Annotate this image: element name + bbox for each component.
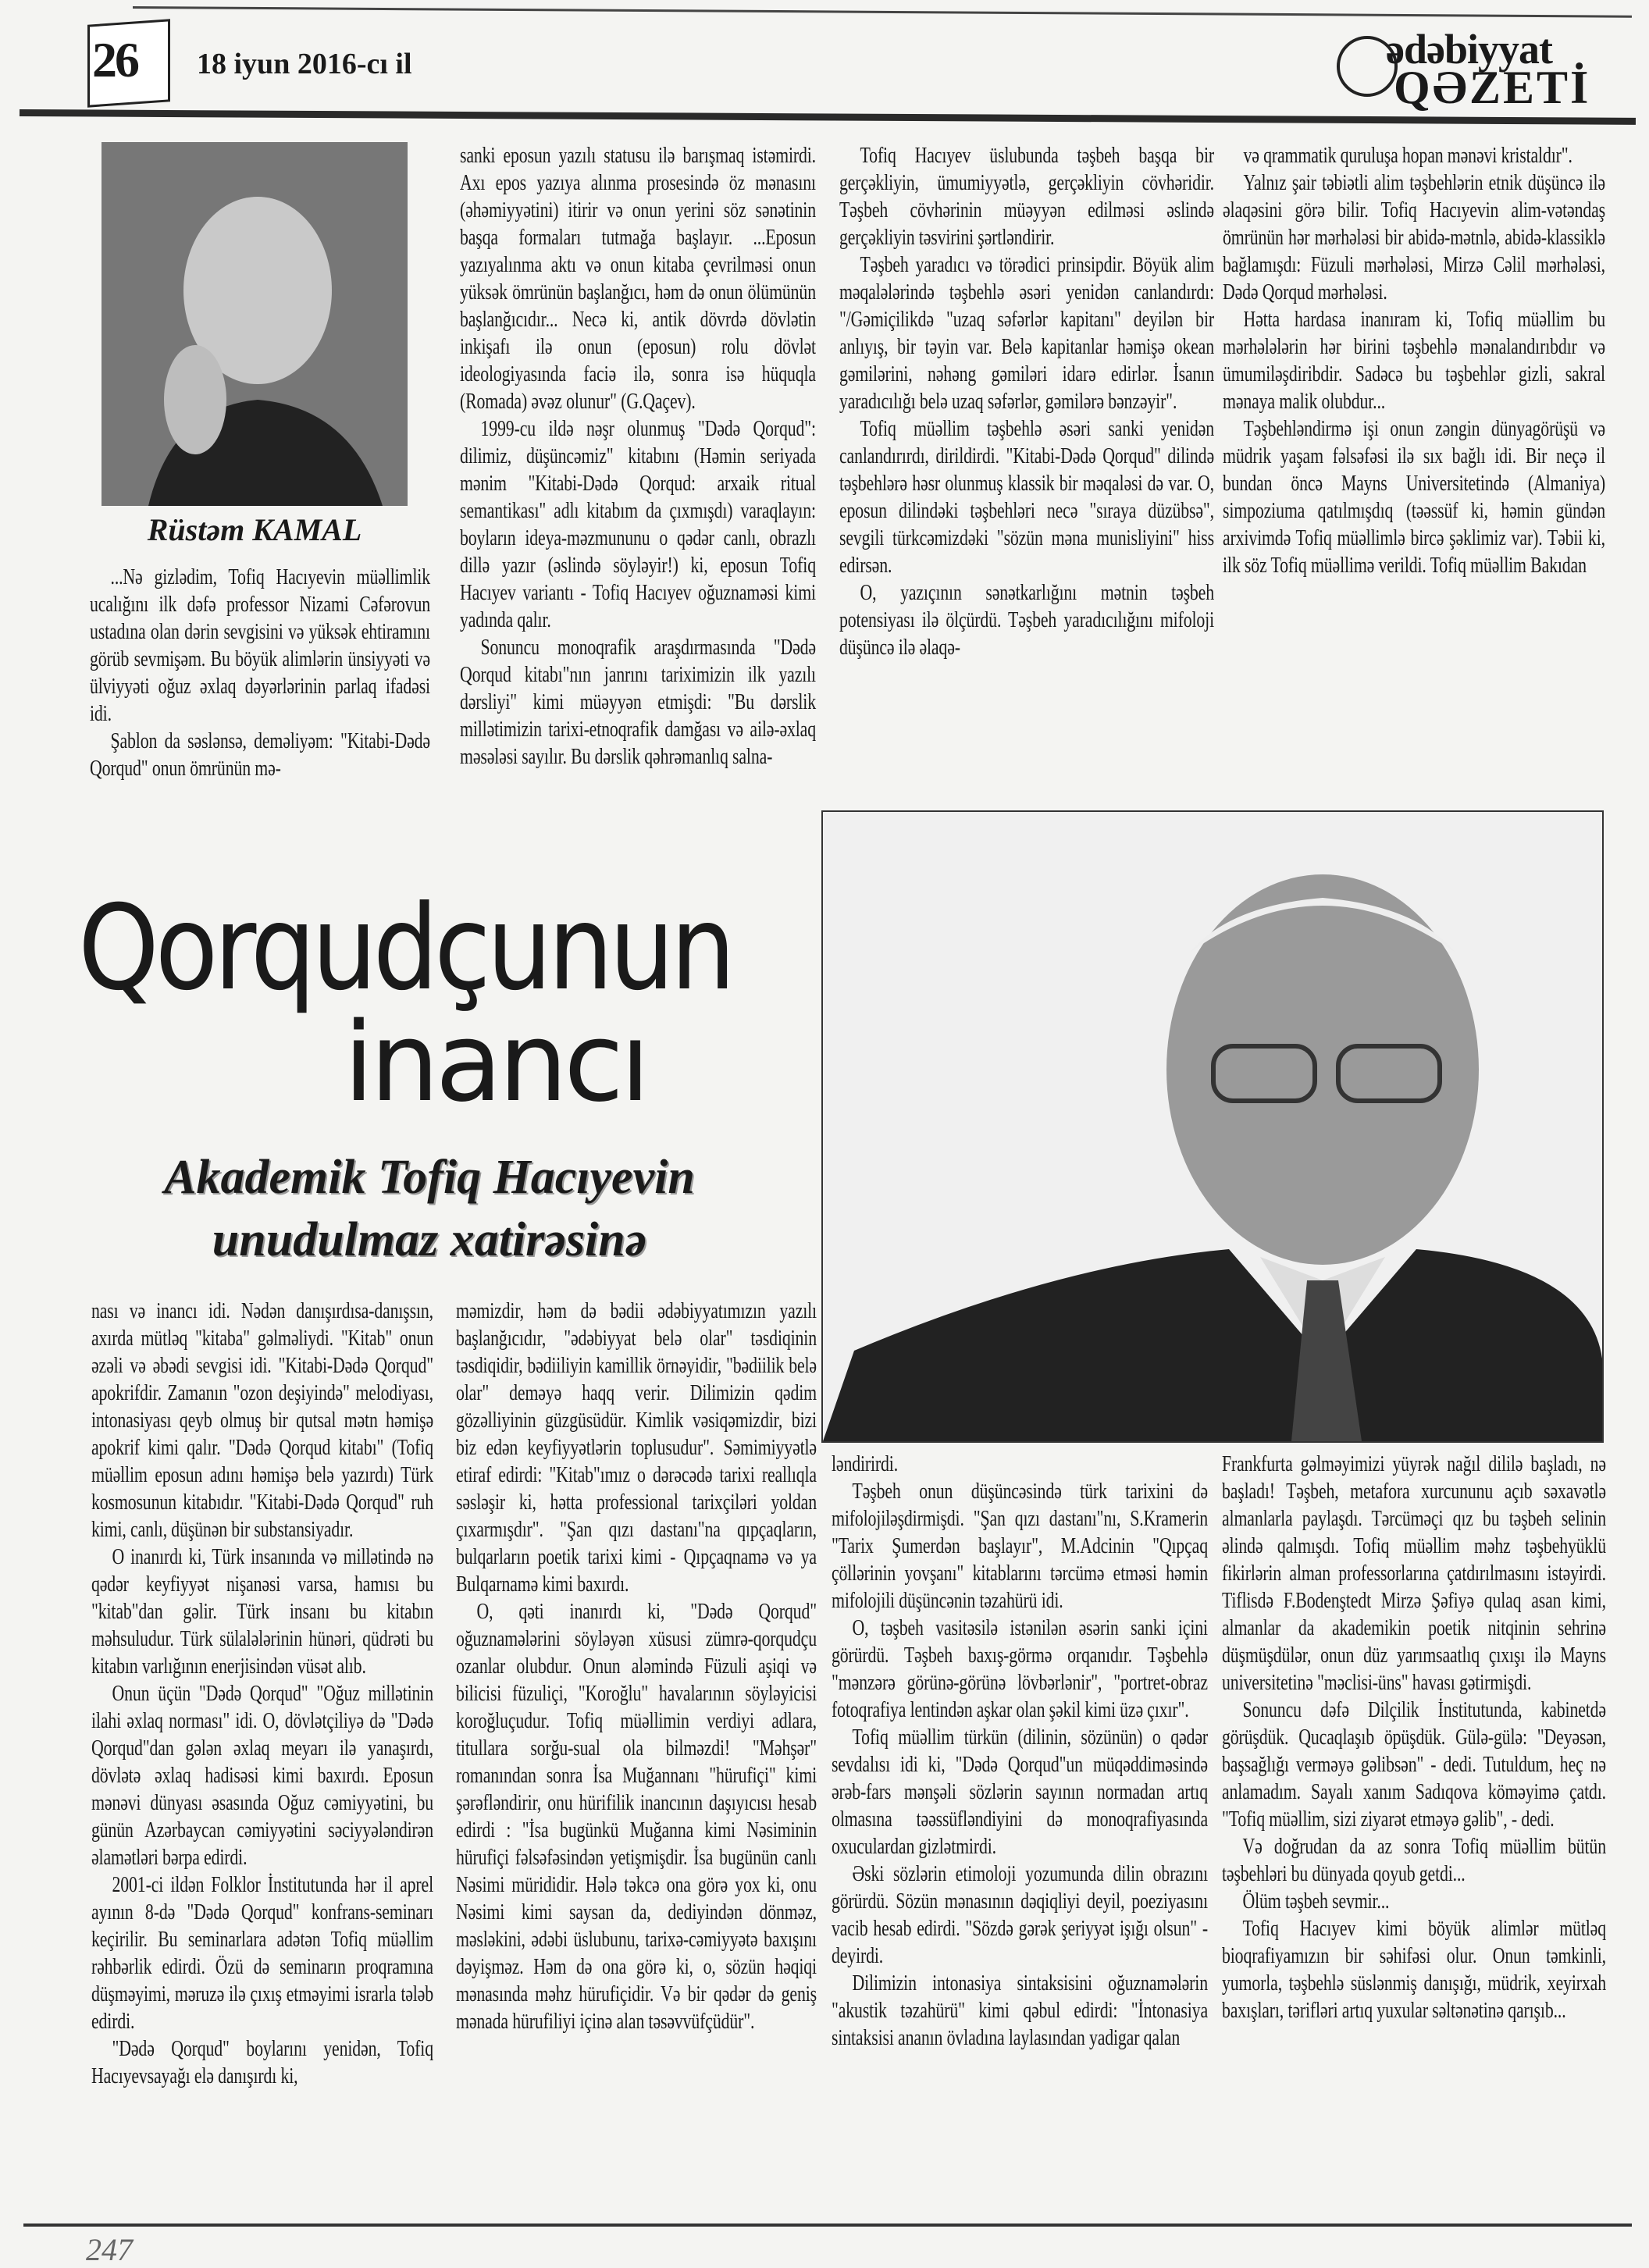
column-text (1222, 1451, 1606, 2024)
paragraph: ləndirirdi. (832, 1452, 899, 1476)
academic-photo (821, 810, 1604, 1443)
paragraph: Təşbeh onun düşüncəsində türk tarixini də mifolojiləşdirmişdi. "Şan qızı dastanı"nı, S.Kramerin "Tarix Şumerdən başlayır", M.Adcinin "Qıpçaq çöllərinin yovşanı" kitablarını tərcümə etməsi həmin mifolojili düşüncənin təzahürü idi. (832, 1479, 1208, 1613)
paragraph: Onun üçün "Dədə Qorqud" "Oğuz millətinin ilahi əxlaq norması" idi. O, dövlətçiliyə də "Dədə Qorqud"dan gələn əxlaq meyarı ilə yanaşırdı, dövlətə əxlaq hadisəsi kimi baxırdı. Eposun mənəvi dünyası əsasında Oğuz cəmiyyətini, bu günün Azərbaycan cəmiyyətini səciyyələndirən əlamətləri bərpa edirdi. (91, 1682, 433, 1870)
handwritten-note: 247 (86, 2232, 133, 2267)
upper-column-2 (460, 142, 816, 771)
column-text (90, 564, 430, 782)
paragraph: Əski sözlərin etimoloji yozumunda dilin obrazını görürdü. Sözün mənasının dəqiqliyi deyil, poeziyasını vacib hesab edirdi. "Sözdə gərək şeriyyət işığı olsun" - deyirdi. (832, 1862, 1208, 1968)
paragraph: 2001-ci ildən Folklor İnstitutunda hər il aprel ayının 8-də "Dədə Qorqud" konfrans-seminarı keçirilir. Bu seminarlara adətən Tofiq müəllim rəhbərlik edirdi. Özü də seminarın proqramına düşməyimi, məruzə ilə çıxış etməyimi israrla tələb edirdi. (91, 1873, 433, 2034)
paragraph: Tofiq Hacıyev kimi böyük alimlər mütləq bioqrafiyamızın bir səhifəsi olur. Onun təmkinli, yumorla, təşbehlə süslənmiş danışığı, müdrik, xeyirxah baxışları, tərifləri artıq yuxular səltənətinə qarışıb... (1222, 1917, 1606, 2023)
paragraph: və qrammatik quruluşa hopan mənəvi kristaldır". (1243, 144, 1572, 168)
top-rule (133, 6, 1632, 18)
paragraph: Dilimizin intonasiya sintaksisini oğuznamələrin "akustik təzahürü" kimi qəbul edirdi: "İntonasiya sintaksisi ananın övladına laylasından yadigar qalan (832, 1971, 1208, 2050)
bottom-rule (23, 2223, 1632, 2227)
headline-line-2: inancı (344, 999, 647, 1127)
subtitle-line-1: Akademik Tofiq Hacıyevin (164, 1151, 695, 1204)
paragraph: O, qəti inanırdı ki, "Dədə Qorqud" oğuznamələrini söyləyən xüsusi zümrə-qorqudçu ozanlar olubdur. Onun aləmində Füzuli aşiqi və bilicisi füzuliçi, "Koroğlu" havalarının söyləyicisi koroğluçudur. Tofiq müəllimin verdiyi adlara, titullara sorğu-sual ola bilməzdi! "Məhşər" romanından sonra İsa Muğannanı "hürufiçi" kimi şərəfləndirir, onu hürifilik inancının daşıyıcısı hesab edirdi : "İsa bugünkü Muğanna kimi Nəsiminin hürufiçi fəlsəfəsindən yetişmişdir. İsa bugünün canlı Nəsimi mürididir. Hələ təkcə ona görə yox ki, onu Nəsimi kimi saysan da, dediyindən dönməz, məsləkini, ədəbi üslubunu, tarixə-cəmiyyətə baxışını dəyişməz. Həm də ona görə ki, o, sözün həqiqi mənasında məhz hürufiçidir. Və bir qədər də geniş mənada hürufiliyi içinə alan təsəvvüfçüdür". (456, 1600, 817, 2034)
paragraph: nası və inancı idi. Nədən danışırdısa-danışsın, axırda mütləq "kitaba" gəlməliydi. "Kitab" onun əzəli və əbədi sevgisi idi. "Kitabi-Dədə Qorqud" apokrifdir. Zamanın "ozon deşiyində" melodiyası, intonasiyası qeyb olmuş bir qutsal mətn həmişə apokrif kimi qalır. "Dədə Qorqud kitabı" (Tofiq müəllim eposun adını həmişə belə yazırdı) Türk kosmosunun kitabıdır. "Kitabi-Dədə Qorqud" ruh kimi, canlı, düşünən bir substansiyadır. (91, 1299, 433, 1542)
paragraph: Sonuncu dəfə Dilçilik İnstitutunda, kabinetdə görüşdük. Qucaqlaşıb öpüşdük. Gülə-gülə: "Deyəsən, başsağlığı verməyə gəlibsən" - dedi. Tutuldum, heç nə anlamadım. Sayalı xanım Sadıqova köməyimə çatdı. "Tofiq müəllim, sizi ziyarət etməyə gəlib", - dedi. (1222, 1698, 1606, 1832)
author-caption: Rüstəm KAMAL (147, 512, 362, 547)
lower-column-1 (91, 1298, 433, 2090)
paragraph: Hətta hardasa inanıram ki, Tofiq müəllim bu mərhələlərin hər birini təşbehlə mənalandırıbdır və ümumiləşdiribdir. Sadəcə bu təşbehlər gizli, sakral mənaya malik olubdur... (1223, 308, 1605, 414)
headline-line-1: Qorqudçunun (78, 881, 732, 1017)
paragraph: "Dədə Qorqud" boylarını yenidən, Tofiq Hacıyevsayağı elə danışırdı ki, (91, 2037, 433, 2088)
page-number: 26 (92, 32, 137, 87)
upper-column-1 (90, 564, 430, 782)
column-text (839, 142, 1214, 661)
author-portrait-image (102, 142, 408, 506)
lower-column-4 (1222, 1451, 1606, 2024)
lower-column-3 (832, 1451, 1208, 2052)
paragraph: Tofiq müəllim təşbehlə əsəri sanki yenidən canlandırırdı, dirildirdi. "Kitabi-Dədə Qorqud" dilində təşbehlərə həsr olunmuş klassik bir məqaləsi də var. O, eposun dilindəki təşbehləri necə "sıraya düzübsə", sevgili türkcəmizdəki "sözün məna munisliyini" hiss edirsən. (839, 417, 1214, 578)
subtitle (86, 1146, 773, 1271)
column-text (460, 142, 816, 771)
paragraph: ...Nə gizlədim, Tofiq Hacıyevin müəllimlik ucalığını ilk dəfə professor Nizami Cəfərovun ustadına olan dərin sevgisini və yüksək ehtiramını görüb sevmişəm. Bu böyük alimlərin ünsiyyəti və ülviyyəti oğuz əxlaq dəyərlərinin parlaq ifadəsi idi. (90, 565, 430, 726)
upper-column-3 (839, 142, 1214, 661)
paragraph: Sonuncu monoqrafik araşdırmasında "Dədə Qorqud kitabı"nın janrını tariximizin ilk yazılı dərsliyi" kimi müəyyən etmişdi: "Bu dərslik millətimizin tarixi-etnoqrafik damğası və ailə-əxlaq məsələsi sayılır. Bu dərslik qəhrəmanlıq salna- (460, 636, 816, 769)
paragraph: O inanırdı ki, Türk insanında və millətində nə qədər keyfiyyət nişanəsi varsa, hamısı bu "kitab"dan gəlir. Türk insanı bu kitabın məhsuludur. Türk sülalələrinin hünəri, qüdrəti bu kitabın varlığının enerjisindən vüsət alıb. (91, 1545, 433, 1679)
paragraph: O, yazıçının sənətkarlığını mətnin təşbeh potensiyası ilə ölçürdü. Təşbeh yaradıcılığını mifoloji düşüncə ilə əlaqə- (839, 581, 1214, 660)
paragraph: Təşbehləndirmə işi onun zəngin dünyagörüşü və müdrik yaşam fəlsəfəsi ilə sıx bağlı idi. Bir neçə il bundan öncə Mayns Universitetində (Almaniya) simpoziuma qatılmışdıq (təəssüf ki, həmin gündən arxivimdə Tofiq müəllimlə bircə şəklimiz var). Təbii ki, ilk söz Tofiq müəllimə verildi. Tofiq müəllim Bakıdan (1223, 417, 1605, 578)
upper-column-4 (1223, 142, 1605, 579)
column-text (91, 1298, 433, 2090)
paragraph: O, təşbeh vasitəsilə istənilən əsərin sanki içini görürdü. Təşbeh baxış-görmə orqanıdır. Təşbehlə "mənzərə görünə-görünə lövbərlənir", "portret-obraz fotoqrafiya lentindən aşkar olan şəkil kimi üzə çıxır". (832, 1616, 1208, 1722)
paragraph: məmizdir, həm də bədii ədəbiyyatımızın yazılı başlanğıcıdır, "ədəbiyyat belə olar" təsdiqinin təsdiqidir, bədiiliyin kamillik örnəyidir, "bədiilik belə olar" deməyə haqq verir. Dilimizin qədim gözəlliyinin güzgüsüdür. Kimlik vəsiqəmizdir, bizi biz edən keyfiyyətlərin toplusudur". Səmimiyyətlə etiraf edirdi: "Kitab"ımız o dərəcədə tarixi reallıqla səsləşir ki, hətta professional tarixçiləri yoldan çıxarmışdır". "Şan qızı dastanı"na qıpçaqların, bulqarların poetik tarixi kimi - Qıpçaqnamə və ya Bulqarnamə kimi baxırdı. (456, 1299, 817, 1597)
logo-bottom-text: QƏZETİ (1394, 62, 1591, 113)
paragraph: Yalnız şair təbiətli alim təşbehlərin etnik düşüncə ilə əlaqəsini görə bilir. Tofiq Hacıyevin alim-vətəndaş ömrünün hər mərhələsi bir abidə-mətnlə, abidə-klassiklə bağlamışdı: Füzuli mərhələsi, Mirzə Cəlil mərhələsi, Dədə Qorqud mərhələsi. (1223, 171, 1605, 304)
subtitle-line-2: unudulmaz xatirəsinə (212, 1213, 647, 1266)
paragraph: Tofiq müəllim türkün (dilinin, sözünün) o qədər sevdalısı idi ki, "Dədə Qorqud"un müqəddiməsində ərəb-fars mənşəli sözlərin sayının normadan artıq olmasına təəssüfləndiyini də monoqrafiyasında oxuculardan gizlətmirdi. (832, 1725, 1208, 1859)
column-text (832, 1451, 1208, 2052)
logo-top-text: ədəbiyyat (1386, 26, 1552, 73)
column-text (1223, 142, 1605, 579)
paragraph: Tofiq Hacıyev üslubunda təşbeh başqa bir gerçəkliyin, ümumiyyətlə, gerçəkliyin cövhəridir. Təşbeh cövhərinin müəyyən edilməsi əslində gerçəkliyin təsvirini şərtləndirir. (839, 144, 1214, 250)
paragraph: Frankfurta gəlməyimizi yüyrək nağıl dililə başladı, nə başladı! Təşbeh, metafora xurcununu açıb səxavətlə almanlarla paylaşdı. Tərcüməçi qız bu təşbeh selinin əlində qalmışdı. Tofiq müəllim məhz təşbehyüklü fikirlərin alman professorlarına çatdırılmasını istəyirdi. Tiflisdə F.Bodenştedt Mirzə Şəfiyə qulaq asan kimi, almanlar da akademikin poetik nitqinin sehrinə düşmüşdülər, onun düz yarımsaatlıq çıxışı ilə Mayns universitetinə "məclisi-üns" havası gətirmişdi. (1222, 1452, 1606, 1695)
column-text (456, 1298, 817, 2035)
paragraph: 1999-cu ildə nəşr olunmuş "Dədə Qorqud": dilimiz, düşüncəmiz" kitabını (Həmin seriyada mənim "Kitabi-Dədə Qorqud: arxaik ritual semantikası" adlı kitabım da çıxmışdı) varaqlayın: boyların ideya-məzmununu o qədər canlı, obrazlı dillə yazır (əslində söyləyir!) ki, eposun Tofiq Hacıyev variantı - Tofiq Hacıyev oğuznaməsi kimi yadında qalır. (460, 417, 816, 632)
paragraph: Şablon da səslənsə, deməliyəm: "Kitabi-Dədə Qorqud" onun ömrünün mə- (90, 729, 430, 781)
paragraph: Təşbeh yaradıcı və törədici prinsipdir. Böyük alim məqalələrində təşbehlə əsəri yenidən canlandırdı: "/Gəmiçilikdə "uzaq səfərlər kapitanı" deyilən bir anlıyış, bir təyin var. Belə kapitanlar həmişə okean gəmilərini, nəhəng gəmiləri idarə edirlər. İsanın yaradıcılığı belə uzaq səfərlər, gəmilərə bənzəyir". (839, 253, 1214, 414)
paragraph: Ölüm təşbeh sevmir... (1242, 1889, 1390, 1914)
issue-date: 18 iyun 2016-cı il (197, 48, 412, 80)
academic-portrait-image (823, 812, 1602, 1441)
paragraph: sanki eposun yazılı statusu ilə barışmaq istəmirdi. Axı epos yazıya alınma prosesində öz mənasını (əhəmiyyətini) itirir və onun yerini söz sənətinin başqa formaları tutmağa başlayır. ...Eposun yazıyalınma aktı və onun kitaba çevrilməsi onun yüksək ömrünün başlanğıcı, həm də onun ölümünün başlanğıcıdır... Necə ki, antik dövrdə dövlətin inkişafı ilə onun (eposun) rolu dövlət ideologiyasında faciə ilə, sonra isə hüquqla (Romada) əvəz olunur" (G.Qaçev). (460, 144, 816, 414)
lower-column-2 (456, 1298, 817, 2035)
author-photo (102, 142, 408, 506)
paragraph: Və doğrudan da az sonra Tofiq müəllim bütün təşbehləri bu dünyada qoyub getdi... (1222, 1835, 1606, 1886)
